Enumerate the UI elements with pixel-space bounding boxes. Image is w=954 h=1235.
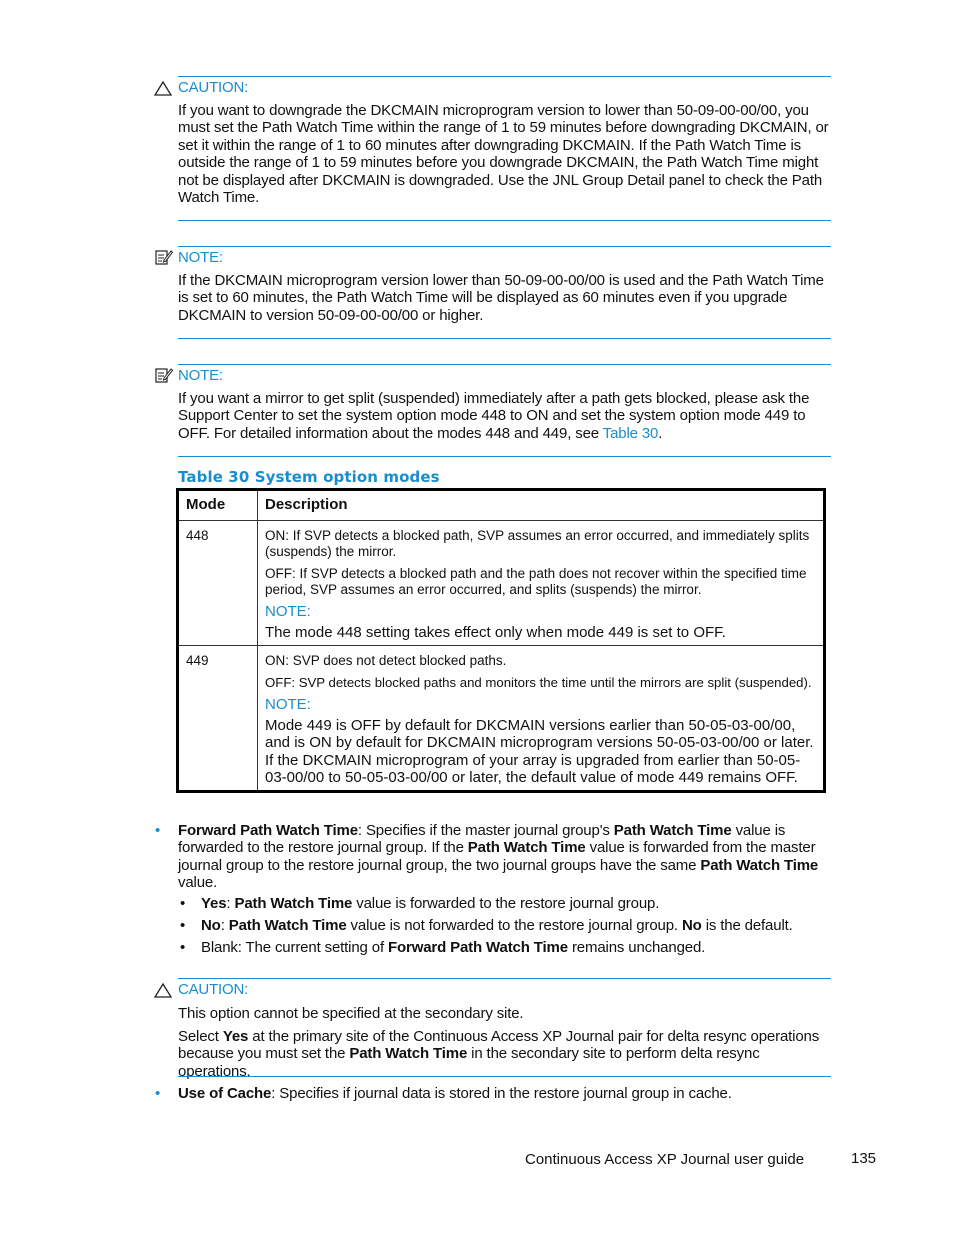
header-mode: Mode [178, 490, 258, 521]
sub-bullet-icon: • [180, 939, 186, 956]
mode-on-text: ON: SVP does not detect blocked paths. [265, 653, 507, 669]
bullet-icon: • [155, 822, 161, 839]
description-cell [258, 521, 825, 646]
note2-text-after: . [658, 424, 663, 442]
term: Path Watch Time [613, 822, 732, 839]
cell-note-label: NOTE: [265, 696, 311, 714]
text: value is forwarded to the restore journal group. [352, 895, 660, 912]
use-of-cache-item [178, 1085, 831, 1102]
text: : Specifies if the master journal group's [357, 822, 614, 839]
page-number: 135 [851, 1150, 877, 1167]
caution2-p2 [178, 1028, 831, 1080]
table-row [178, 646, 825, 792]
table-header-row [178, 490, 825, 521]
note-text: If the DKCMAIN microprogram version lower than 50-09-00-00/00 is used and the Path Watch Time is set to 60 minutes, the Path Watch Time will be displayed as 60 minutes even if you upgrade DKCMAIN to version 50-09-00-00/00 or higher. [178, 272, 824, 324]
cell-note-label: NOTE: [265, 603, 311, 620]
table-30-link[interactable]: Table 30 [602, 424, 659, 442]
sub-bullet-icon: • [180, 917, 186, 934]
term: Path Watch Time [700, 856, 819, 874]
caution2-bottom-rule [178, 1076, 831, 1077]
caution-bottom-rule [178, 220, 831, 221]
caution-label: CAUTION: [178, 79, 249, 96]
term: Use of Cache [178, 1085, 272, 1102]
note-pencil-icon [152, 248, 174, 266]
sub-bullet-icon: • [180, 895, 186, 912]
term: Forward Path Watch Time [388, 939, 568, 956]
text: value is forwarded from the master journal group to the restore journal group, the two journal groups have the same [178, 839, 816, 874]
caution2-label: CAUTION: [178, 981, 249, 998]
mode-cell: 449 [178, 646, 258, 792]
text: : [220, 917, 229, 934]
no-option [201, 917, 831, 934]
text: is the default. [701, 917, 793, 934]
caution-top-rule [178, 76, 831, 77]
mode-off-text: OFF: SVP detects blocked paths and monitors the time until the mirrors are split (suspended). [265, 675, 812, 691]
caution2-top-rule [178, 978, 831, 979]
note-label: NOTE: [178, 249, 223, 266]
text: in the secondary site to perform delta resync operations. [178, 1045, 760, 1080]
term: Path Watch Time [234, 895, 353, 912]
term: Forward Path Watch Time [178, 822, 358, 839]
table-title: Table 30 System option modes [178, 468, 440, 486]
caution-triangle-icon [152, 982, 174, 1000]
text: value. [178, 874, 218, 892]
header-description: Description [258, 490, 825, 521]
caution-triangle-icon [152, 80, 174, 98]
caution2-p1: This option cannot be specified at the secondary site. [178, 1005, 524, 1022]
text: at the primary site of the Continuous Access XP Journal pair for delta resync operations because you must set the [178, 1028, 820, 1063]
term: Yes [201, 895, 227, 912]
term: No [201, 917, 221, 934]
table-row [178, 521, 825, 646]
footer-title: Continuous Access XP Journal user guide [525, 1151, 805, 1168]
term: No [681, 917, 702, 934]
note2-top-rule [178, 364, 831, 365]
blank-option [201, 939, 831, 956]
note2-text-before: If you want a mirror to get split (suspended) immediately after a path gets blocked, please ask the Support Center to set the system option mode 448 to ON and set the system option mode 449 to OFF. For detailed information about the modes 448 and 449, see [178, 390, 810, 442]
note-bottom-rule [178, 338, 831, 339]
note-pencil-icon [152, 366, 174, 384]
cell-note-text: The mode 448 setting takes effect only when mode 449 is set to OFF. [265, 624, 726, 641]
term: Path Watch Time [467, 839, 586, 857]
text: : Specifies if journal data is stored in the restore journal group in cache. [271, 1085, 732, 1102]
text: Select [178, 1028, 223, 1045]
yes-option [201, 895, 831, 912]
cell-note-text: Mode 449 is OFF by default for DKCMAIN versions earlier than 50-05-03-00/00, and is ON by default for DKCMAIN microprogram versions 50-05-03-00/00 or later. If the DKCMAIN microprogram of your array is upgraded from earlier than 50-05-03-00/00 to 50-05-03-00/00 or later, the default value of mode 449 remains OFF. [265, 717, 814, 786]
note-top-rule [178, 246, 831, 247]
bullet-icon: • [155, 1085, 161, 1102]
mode-off-text: OFF: If SVP detects a blocked path and the path does not recover within the specified time period, SVP assumes an error occurred, and splits (suspends) the mirror. [265, 566, 807, 597]
note2-bottom-rule [178, 456, 831, 457]
term: Path Watch Time [349, 1045, 468, 1063]
text: : [226, 895, 235, 912]
text: value is forwarded to the restore journal group. If the [178, 822, 786, 857]
text: Blank: The current setting of [201, 939, 388, 956]
note2-text [178, 390, 831, 442]
text: value is not forwarded to the restore journal group. [346, 917, 682, 934]
note2-label: NOTE: [178, 367, 223, 384]
term: Path Watch Time [228, 917, 347, 934]
system-option-modes-table [176, 488, 826, 793]
caution-text: If you want to downgrade the DKCMAIN microprogram version to lower than 50-09-00-00/00, you must set the Path Watch Time within the range of 1 to 59 minutes before downgrading DKCMAIN, or set it within the range of 1 to 60 minutes after downgrading DKCMAIN. If the Path Watch Time is outside the range of 1 to 59 minutes before you downgrade DKCMAIN, the Path Watch Time might not be displayed after DKCMAIN is downgraded. Use the JNL Group Detail panel to check the Path Watch Time. [178, 102, 829, 207]
mode-on-text: ON: If SVP detects a blocked path, SVP assumes an error occurred, and immediately splits (suspends) the mirror. [265, 528, 810, 559]
text: remains unchanged. [567, 939, 706, 956]
mode-cell: 448 [178, 521, 258, 646]
forward-path-watch-time-item [178, 822, 831, 892]
term: Yes [222, 1028, 249, 1045]
description-cell [258, 646, 825, 792]
